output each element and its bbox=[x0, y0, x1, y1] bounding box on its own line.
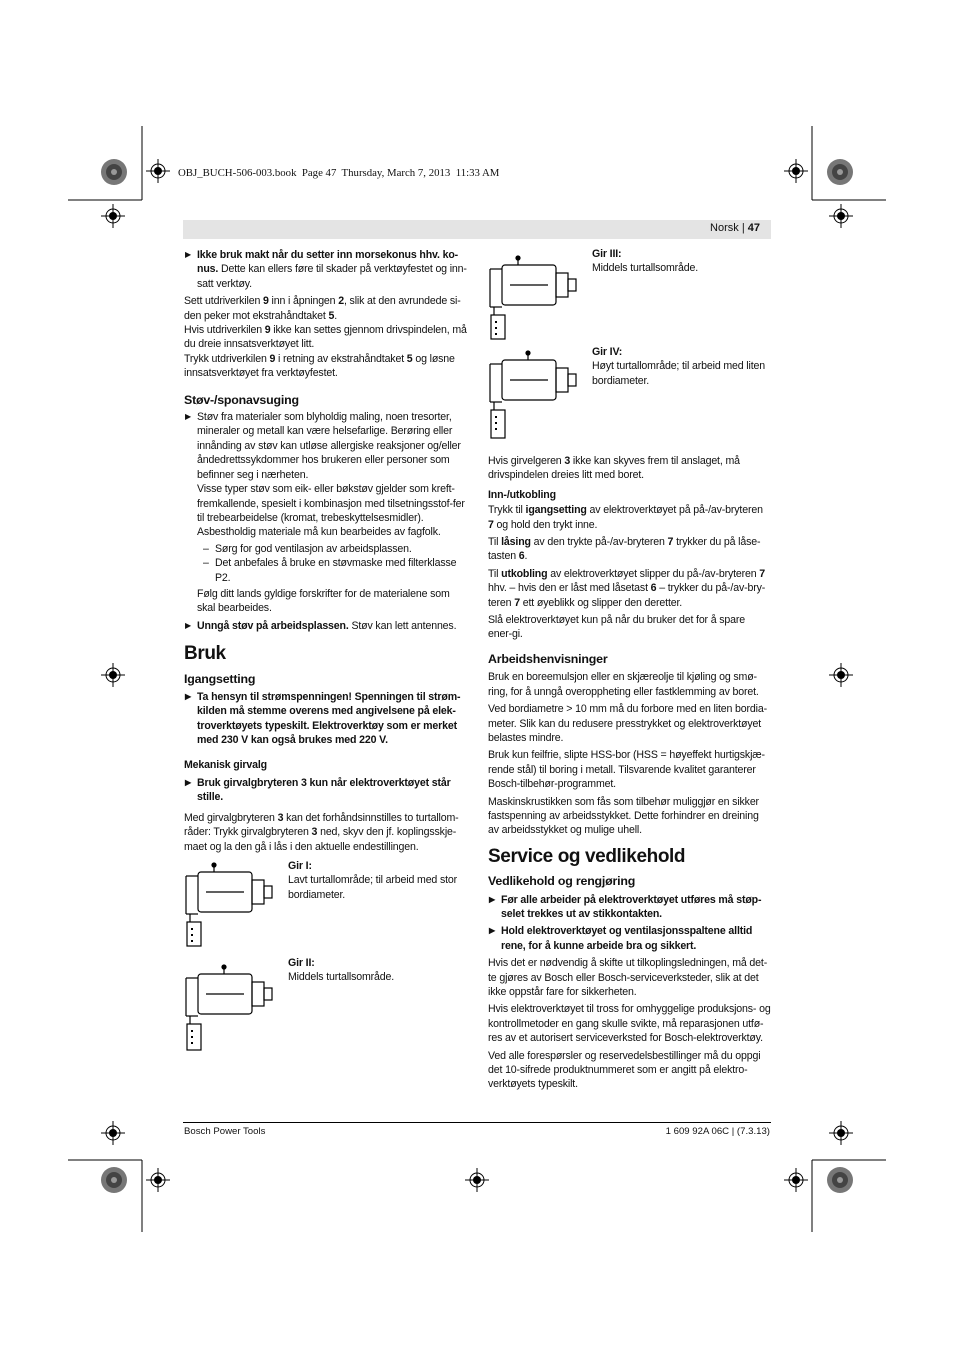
registration-mark-icon bbox=[784, 159, 808, 183]
right-column bbox=[488, 454, 771, 1095]
section-heading: Igangsetting bbox=[184, 671, 256, 686]
registration-mark-icon bbox=[101, 1121, 125, 1145]
gear-diagram-icon bbox=[488, 255, 580, 343]
page-header-bar bbox=[183, 220, 771, 239]
gear-label: Gir IV: Høyt turtallområde; til arbeid med liten bordiameter. bbox=[592, 346, 765, 387]
dash-item: – Det anbefales å bruke en støvmaske med filterklasse P2. bbox=[197, 556, 467, 585]
section-heading: Vedlikehold og rengjøring bbox=[488, 874, 636, 889]
paragraph: Bruk en boreemulsjon eller en skjæreolje til kjøling og smø-ring, for å unngå overoppheting eller fastklemming av boret. bbox=[488, 671, 759, 698]
gear-label: Gir II: Middels turtallsområde. bbox=[288, 957, 395, 984]
color-wheel-icon bbox=[826, 158, 854, 186]
paragraph: Hvis det er nødvendig å skifte ut tilkoplingsledningen, må det-te gjøres av Bosch eller Bosch-serviceverksteder, slik at det ikke oppstår fare for sikkerheten. bbox=[488, 957, 768, 998]
left-column bbox=[184, 248, 467, 857]
list-item: ▶ Bruk girvalgbryteren 3 kun når elektroverktøyet står stille. bbox=[184, 776, 467, 805]
paragraph: Hvis girvelgeren 3 ikke kan skyves frem til anslaget, må drivspindelen dreies litt med boret. bbox=[488, 455, 740, 482]
section-heading: Støv-/sponavsuging bbox=[184, 392, 299, 407]
section-heading: Arbeidshenvisninger bbox=[488, 651, 608, 666]
color-wheel-icon bbox=[100, 1166, 128, 1194]
paragraph: Til låsing av den trykte på-/av-bryteren 7 trykker du på låse-tasten 6. bbox=[488, 536, 761, 563]
page-header bbox=[700, 222, 760, 234]
paragraph: Sett utdriverkilen 9 inn i åpningen 2, slik at den avrundede si-den peker mot ekstrahåndtaket 5. bbox=[184, 295, 461, 322]
list-item: ▶ Unngå støv på arbeidsplassen. Støv kan lett antennes. bbox=[184, 619, 467, 633]
header-sep: | bbox=[741, 222, 745, 234]
paragraph: Hvis elektroverktøyet til tross for omhyggelige produksjons- og kontrollmetoder en gang skulle svikte, må reparasjonen utfø-res av et autorisert serviceverksted for Bosch-elektroverktøy. bbox=[488, 1003, 771, 1045]
paragraph: Til utkobling av elektroverktøyet slipper du på-/av-bryteren 7 hhv. – hvis den er låst med låsetast 6 – trykker du på-/av-bry-teren 7 ett øyeblikk og slipper den deretter. bbox=[488, 567, 766, 609]
paragraph: Bruk kun feilfrie, slipte HSS-bor (HSS = høyeffekt hurtigskjæ-rende stål) til boring i metall. Tilsvarende kvalitet garanterer Bosch-tilbehør-programmet. bbox=[488, 749, 765, 791]
paragraph: Med girvalgbryteren 3 kan det forhåndsinnstilles to turtallom-råder: Trykk girvalgbryteren 3 ned, skyv den jf. koplingsskje-maet og la den gå i lås i den aktuelle endestillingen. bbox=[184, 811, 459, 853]
gear-diagram-icon bbox=[184, 862, 276, 950]
subsection-heading: Inn-/utkobling bbox=[488, 488, 556, 501]
paragraph: Hvis utdriverkilen 9 ikke kan settes gjennom drivspindelen, må du dreie innsatsverktøyet litt. bbox=[184, 324, 467, 351]
registration-mark-icon bbox=[146, 1168, 170, 1192]
footer-right: 1 609 92A 06C | (7.3.13) bbox=[665, 1126, 770, 1137]
paragraph: Maskinskrustikken som fås som tilbehør muliggjør en sikker fastspenning av arbeidsstykket. Dette forhindrer en dreining av arbeidsstykket og mulige uhell. bbox=[488, 795, 759, 837]
subsection-heading: Mekanisk girvalg bbox=[184, 758, 267, 771]
dash-item: – Sørg for god ventilasjon av arbeidsplassen. bbox=[197, 542, 467, 556]
gear-diagram-icon bbox=[184, 964, 276, 1054]
header-language: Norsk bbox=[710, 222, 739, 234]
registration-mark-icon bbox=[465, 1168, 489, 1192]
paragraph: Følg ditt lands gyldige forskrifter for de materialene som skal bearbeides. bbox=[197, 587, 450, 615]
file-header-line: OBJ_BUCH-506-003.book Page 47 Thursday, March 7, 2013 11:33 AM bbox=[178, 167, 500, 179]
chapter-heading: Bruk bbox=[184, 643, 226, 665]
list-item: ▶ Hold elektroverktøyet og ventilasjonsspaltene alltid rene, for å kunne arbeide bra og sikkert. bbox=[488, 924, 771, 953]
color-wheel-icon bbox=[100, 158, 128, 186]
gear-label: Gir III: Middels turtallsområde. bbox=[592, 248, 699, 275]
registration-mark-icon bbox=[784, 1168, 808, 1192]
paragraph: Ved alle forespørsler og reservedelsbestillinger må du oppgi det 10-sifrede produktnummeret som er angitt på elektro-verktøyets typeskilt. bbox=[488, 1049, 761, 1091]
registration-mark-icon bbox=[829, 1121, 853, 1145]
footer-left: Bosch Power Tools bbox=[184, 1126, 266, 1137]
footer-rule bbox=[183, 1122, 771, 1123]
registration-mark-icon bbox=[101, 204, 125, 228]
page-number: 47 bbox=[747, 222, 760, 234]
registration-mark-icon bbox=[829, 663, 853, 687]
gear-label: Gir I: Lavt turtallområde; til arbeid med stor bordiameter. bbox=[288, 860, 458, 901]
list-item: ▶ Støv fra materialer som blyholdig maling, noen tresorter, mineraler og metall kan være helsefarlige. Berøring eller innånding av støv kan utløse allergiske reaksjoner og/eller åndedrettssykdommer hos brukeren eller personer som befinner seg i nærheten. bbox=[184, 410, 467, 482]
paragraph: Slå elektroverktøyet kun på når du bruker det for å spare ener-gi. bbox=[488, 614, 746, 641]
list-item: ▶ Før alle arbeider på elektroverktøyet utføres må støp-selet trekkes ut av stikkontakten. bbox=[488, 893, 771, 922]
paragraph: Trykk til igangsetting av elektroverktøyet på på-/av-bryteren 7 og hold den trykt inne. bbox=[488, 504, 763, 531]
registration-mark-icon bbox=[101, 663, 125, 687]
list-item: ▶ Ikke bruk makt når du setter inn morsekonus hhv. ko-nus. Dette kan ellers føre til skader på verktøyfestet og inn-satt verktøy. bbox=[184, 248, 467, 291]
color-wheel-icon bbox=[826, 1166, 854, 1194]
registration-mark-icon bbox=[829, 204, 853, 228]
gear-diagram-icon bbox=[488, 350, 580, 442]
registration-mark-icon bbox=[146, 159, 170, 183]
list-item: ▶ Ta hensyn til strømspenningen! Spenningen til strøm-kilden må stemme overens med angivelsene på elek-troverktøyets typeskilt. Elektroverktøy som er merket med 230 V kan også brukes med 220 V. bbox=[184, 690, 467, 748]
paragraph: Trykk utdriverkilen 9 i retning av ekstrahåndtaket 5 og løsne innsatsverktøyet fra verktøyfestet. bbox=[184, 352, 455, 380]
paragraph: Ved bordiametre > 10 mm må du forbore med en liten bordia-meter. Slik kan du redusere presstrykket og elektroverktøyet belastes mindre. bbox=[488, 703, 767, 744]
chapter-heading: Service og vedlikehold bbox=[488, 845, 686, 867]
paragraph: Visse typer støv som eik- eller bøkstøv gjelder som kreft-fremkallende, spesielt i kombinasjon med tilsetningsstof-fer til trebearbeidelse (kromat, trebeskyttelsesmidler). Asbestholdig materiale må kun bearbeides av fagfolk. bbox=[197, 483, 465, 539]
